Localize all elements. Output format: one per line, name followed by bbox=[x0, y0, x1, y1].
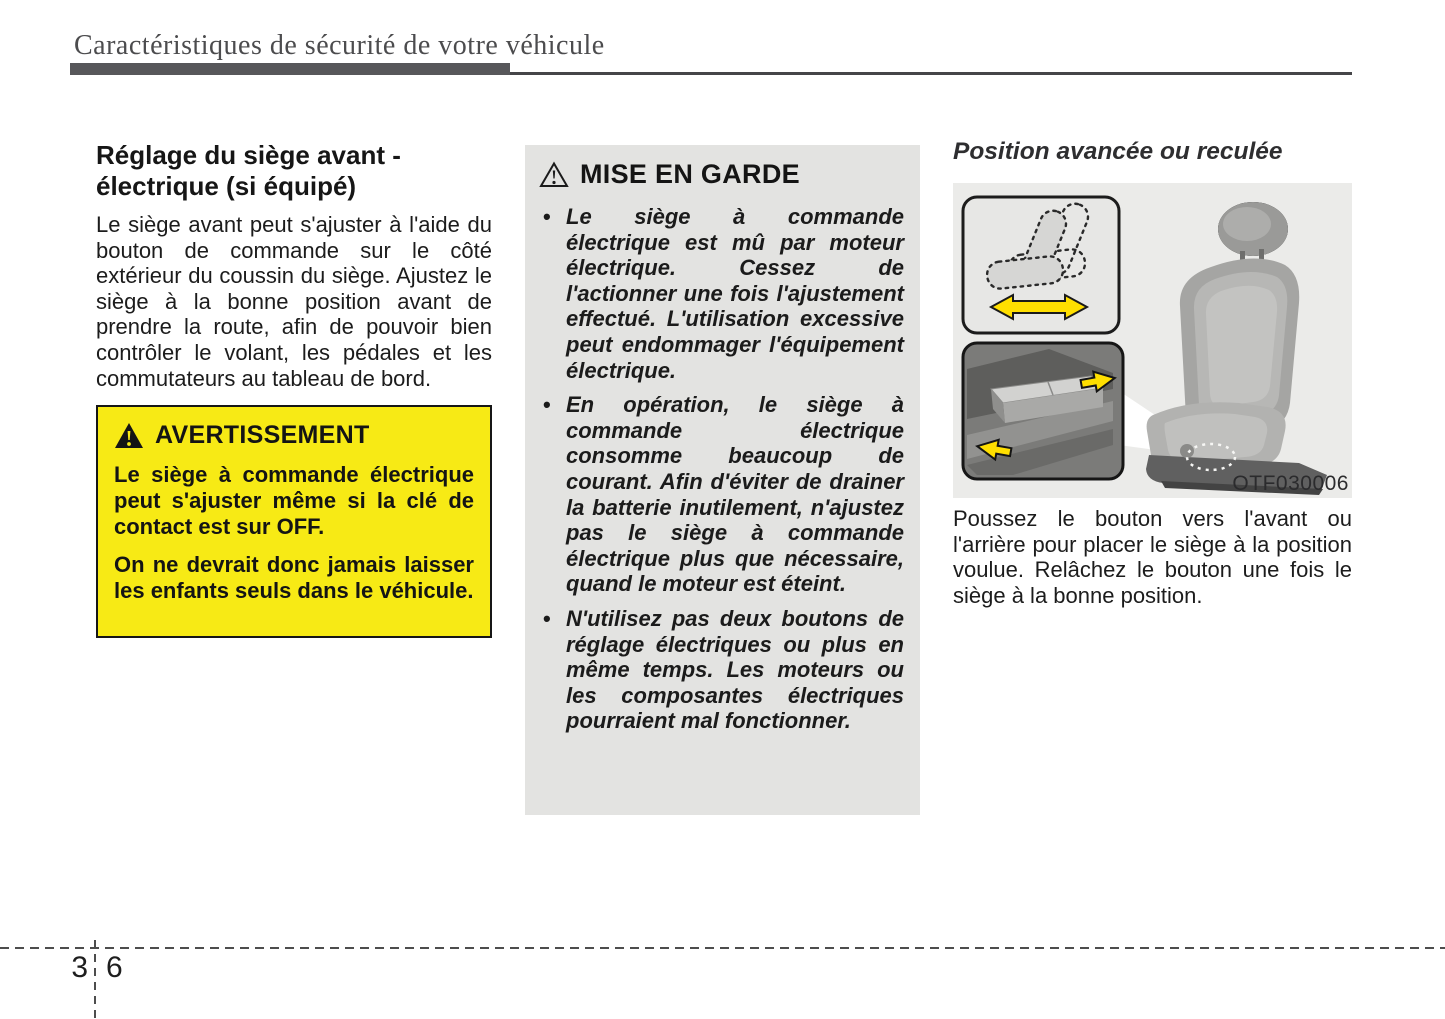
seat-illustration bbox=[953, 183, 1352, 498]
switch-closeup-inset bbox=[963, 343, 1123, 479]
warning-box bbox=[96, 405, 492, 638]
seat-adjustment-figure bbox=[953, 183, 1352, 498]
section-body: Le siège avant peut s'ajuster à l'aide du bouton de commande sur le côté extérieur du coussin du siège. Ajustez le siège à la bonne position avant de prendre la route, afin de pouvoir bien contrôler le volant, les pédales et les commutateurs au tableau de bord. bbox=[96, 212, 492, 391]
caution-box bbox=[525, 145, 920, 815]
warning-box-title: AVERTISSEMENT bbox=[155, 421, 370, 450]
footer-dashed-line bbox=[0, 947, 1445, 949]
slide-diagram-inset bbox=[963, 197, 1119, 333]
subsection-heading: Position avancée ou reculée bbox=[953, 138, 1283, 165]
caution-list-item: • Le siège à commande électrique est mû par moteur électrique. Cessez de l'actionner une fois l'ajustement effectué. L'utilisation excessive peut endommager l'équipement électrique. bbox=[539, 204, 904, 383]
footer-chapter-number: 3 bbox=[71, 951, 88, 984]
right-column bbox=[953, 138, 1352, 608]
header-rule-thick bbox=[70, 63, 510, 75]
caution-box-title: MISE EN GARDE bbox=[580, 159, 800, 189]
figure-caption: OTF030006 bbox=[1232, 472, 1349, 495]
caution-list-item: • En opération, le siège à commande électrique consomme beaucoup de courant. Afin d'éviter de drainer la batterie inutilement, n'ajustez pas le siège à commande électrique plus que nécessaire, quand le moteur est éteint. bbox=[539, 392, 904, 597]
header-rule-thin bbox=[510, 72, 1352, 75]
subsection-body: Poussez le bouton vers l'avant ou l'arrière pour placer le siège à la position voulue. Relâchez le bouton une fois le siège à la bonne position. bbox=[953, 506, 1352, 608]
footer-page-number: 6 bbox=[106, 951, 123, 984]
warning-triangle-outline-icon bbox=[539, 161, 569, 188]
caution-list bbox=[539, 204, 904, 734]
section-heading: Réglage du siège avant - électrique (si équipé) bbox=[96, 140, 401, 201]
middle-column bbox=[525, 145, 920, 815]
caution-list-item: • N'utilisez pas deux boutons de réglage électriques ou plus en même temps. Les moteurs ou les composantes électriques pourraient mal fonctionner. bbox=[539, 606, 904, 734]
warning-paragraph: Le siège à commande électrique peut s'ajuster même si la clé de contact est sur OFF. bbox=[114, 462, 474, 540]
left-column bbox=[96, 140, 492, 638]
page-title: Caractéristiques de sécurité de votre véhicule bbox=[74, 30, 605, 61]
caution-box-title-row bbox=[539, 159, 904, 190]
footer-dashed-divider bbox=[94, 940, 96, 1019]
warning-triangle-filled-icon bbox=[114, 422, 144, 449]
warning-box-title-row bbox=[114, 421, 474, 450]
warning-paragraph: On ne devrait donc jamais laisser les enfants seuls dans le véhicule. bbox=[114, 552, 474, 604]
